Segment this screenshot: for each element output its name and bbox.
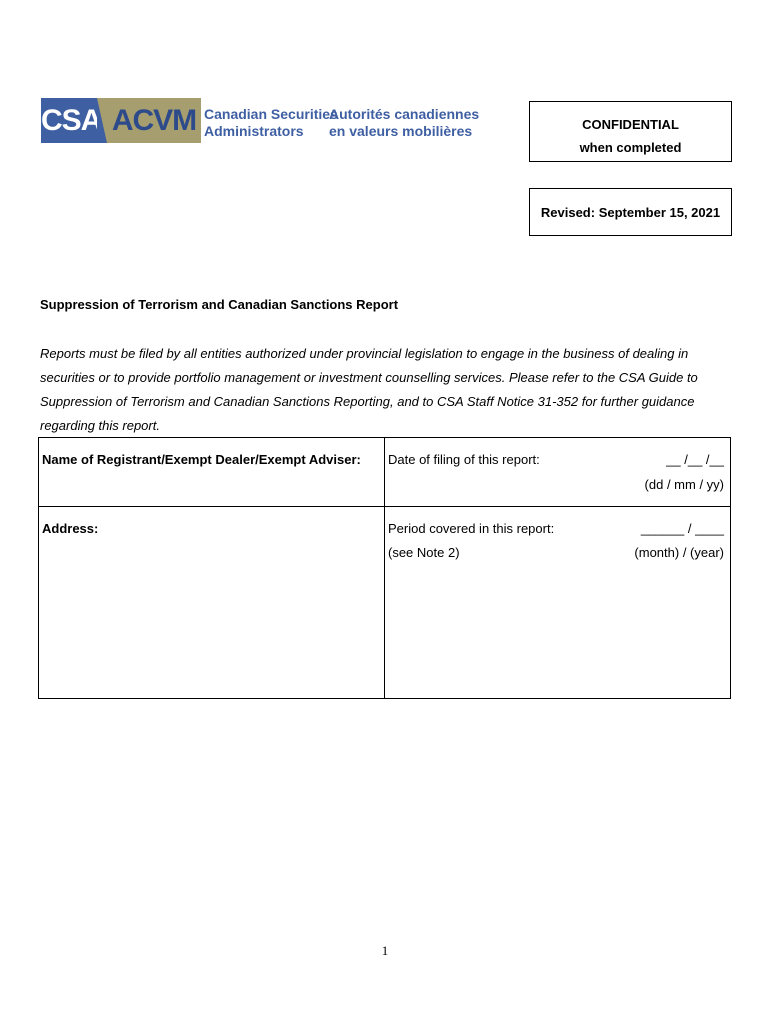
confidential-box: [529, 101, 732, 162]
period-covered-label: Period covered in this report:: [388, 521, 555, 536]
filing-date-format: (dd / mm / yy): [644, 477, 724, 492]
confidential-line2: when completed: [579, 140, 682, 155]
filing-date-label: Date of filing of this report:: [388, 452, 540, 467]
logo-french-name: [329, 106, 479, 140]
logo-slash: [97, 98, 107, 143]
filing-date-field[interactable]: __ /__ /__: [666, 452, 724, 467]
logo-en-line1: Canadian Securities: [204, 106, 338, 122]
csa-acvm-logo: [41, 98, 201, 144]
form-row-divider: [38, 506, 731, 507]
logo-fr-line1: Autorités canadiennes: [329, 106, 480, 122]
registrant-name-label: Name of Registrant/Exempt Dealer/Exempt Adviser:: [42, 452, 361, 467]
address-label: Address:: [42, 521, 99, 536]
period-covered-note: (see Note 2): [388, 545, 460, 560]
confidential-line1: CONFIDENTIAL: [582, 117, 679, 132]
period-covered-field[interactable]: ______ / ____: [640, 521, 724, 536]
logo-en-line2: Administrators: [204, 123, 304, 139]
form-column-divider: [384, 437, 385, 699]
logo-acvm-mark: ACVM: [107, 98, 201, 143]
intro-paragraph: Reports must be filed by all entities authorized under provincial legislation to engage in the business of dealing in securities or to provide portfolio management or investment counselling services. Please refer to the CSA Guide to Suppression of Terrorism and Canadian Sanctions Reporting, and to CSA Staff Notice 31-352 for further guidance regarding this report.: [40, 346, 698, 433]
page-number: 1: [381, 943, 389, 958]
logo-english-name: [204, 106, 338, 140]
logo-csa-mark: CSA: [41, 98, 97, 143]
period-covered-format: (month) / (year): [634, 545, 724, 560]
revised-date-box: Revised: September 15, 2021: [529, 188, 732, 236]
logo-fr-line2: en valeurs mobilières: [329, 123, 473, 139]
report-title: Suppression of Terrorism and Canadian Sanctions Report: [40, 297, 399, 312]
